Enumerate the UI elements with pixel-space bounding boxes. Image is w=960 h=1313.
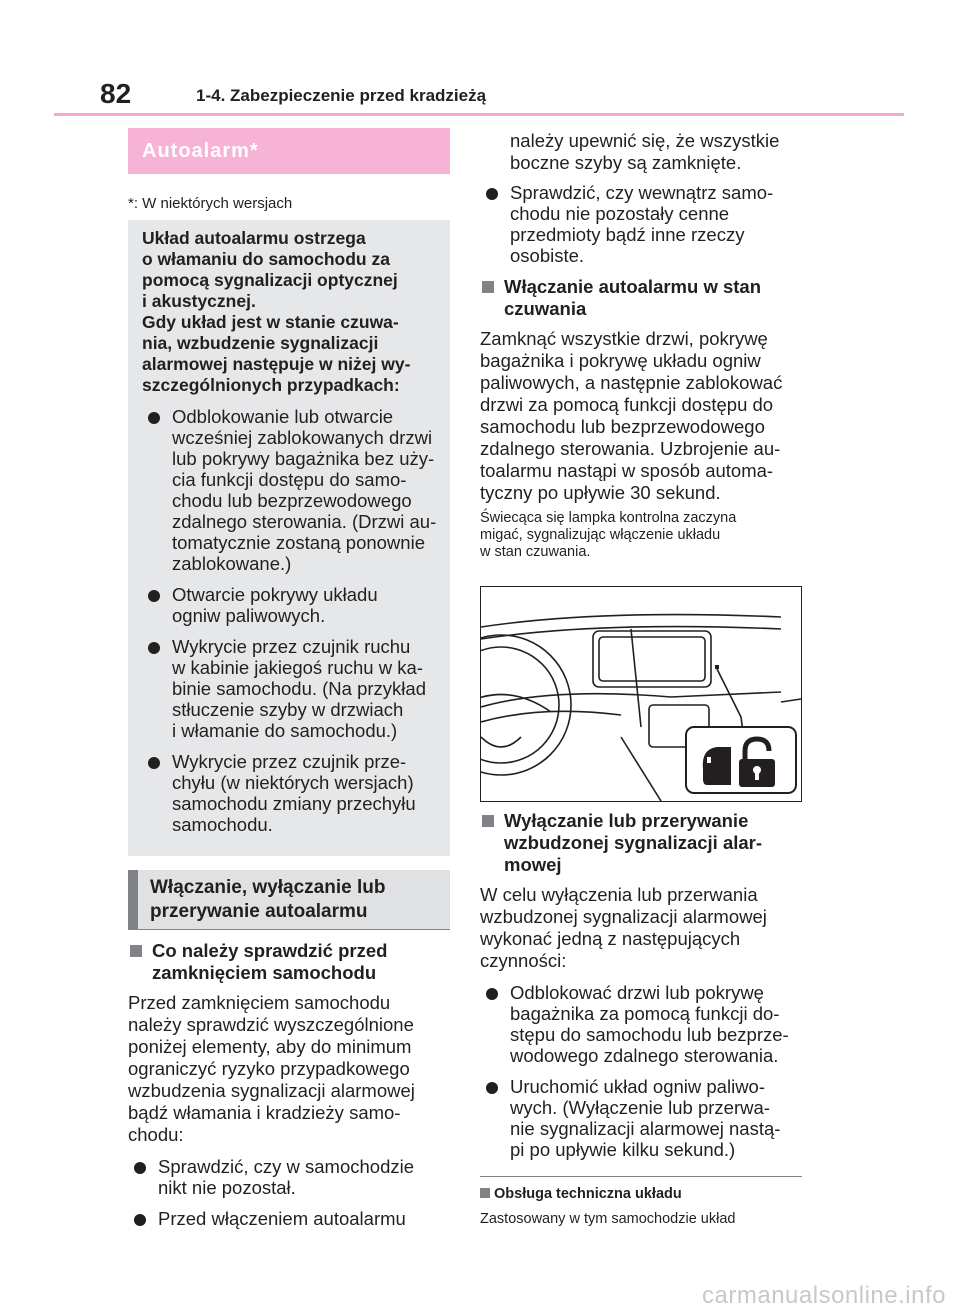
paragraph-check: Przed zamknięciem samochodu należy sprawdzić wyszczególnione poniżej elementy, aby do minimum ograniczyć ryzyko przypadkowego wzbudzenia sygnalizacji alarmowej bądź włamania i kradzieży samo- chodu: <box>128 992 415 1145</box>
list-item: Otwarcie pokrywy układu ogniw paliwowych. <box>142 584 440 626</box>
subheading-check: Co należy sprawdzić przed zamknięciem samochodu <box>128 940 450 984</box>
list-item: Odblokowanie lub otwarcie wcześniej zablokowanych drzwi lub pokrywy bagażnika bez uży- cia funkcji dostępu do samo- chodu lub bezprzewodowego zdalnego sterowania. (Drzwi au- tomatycznie zostaną ponownie zablokowane.) <box>142 406 440 574</box>
footnote: *: W niektórych wersjach <box>128 195 293 212</box>
paragraph-maintenance: Zastosowany w tym samochodzie układ <box>480 1211 736 1227</box>
right-column-lower <box>480 810 802 1170</box>
note-arm: Świecąca się lampka kontrolna zaczyna migać, sygnalizując włączenie układu w stan czuwania. <box>480 510 737 560</box>
divider <box>480 1176 802 1177</box>
list-item: Wykrycie przez czujnik ruchu w kabinie jakiegoś ruchu w ka- binie samochodu. (Na przykład stłuczenie szyby w drzwiach i włamanie do samochodu.) <box>142 636 440 741</box>
subheading-maintenance: Obsługa techniczna układu <box>480 1186 682 1202</box>
section-title: Autoalarm* <box>142 140 259 162</box>
page-number: 82 <box>100 78 132 109</box>
display-screen <box>593 631 711 687</box>
section-heading <box>128 870 450 930</box>
right-column <box>480 130 802 561</box>
watermark: carmanualsonline.info <box>702 1282 946 1309</box>
paragraph-stop: W celu wyłączenia lub przerwania wzbudzonej sygnalizacji alarmowej wykonać jedną z następujących czynności: <box>480 884 767 971</box>
section-heading-text: Włączanie, wyłączanie lub przerywanie autoalarmu <box>150 877 386 922</box>
list-item: Sprawdzić, czy w samochodzie nikt nie pozostał. <box>128 1156 450 1198</box>
subheading-stop: Wyłączanie lub przerywanie wzbudzonej sygnalizacji alar- mowej <box>480 810 802 876</box>
list-item: Wykrycie przez czujnik prze- chyłu (w niektórych wersjach) samochodu zmiany przechyłu samochodu. <box>142 751 440 835</box>
list-item: Sprawdzić, czy wewnątrz samo- chodu nie pozostały cenne przedmioty bądź inne rzeczy osobiste. <box>480 182 802 266</box>
indicator-dot <box>715 665 719 669</box>
list-item: Odblokować drzwi lub pokrywę bagażnika za pomocą funkcji do- stępu do samochodu lub bezprze- wodowego zdalnego sterowania. <box>480 982 802 1066</box>
left-column <box>128 940 450 1239</box>
info-box-lead: Układ autoalarmu ostrzega o włamaniu do samochodu za pomocą sygnalizacji optycznej i akustycznej. Gdy układ jest w stanie czuwa- nia, wzbudzenie sygnalizacji alarmowej następuje w niżej wy- szczególnionych przypadkach: <box>142 228 411 395</box>
list-item-continuation: należy upewnić się, że wszystkie boczne szyby są zamknięte. <box>510 130 780 173</box>
header-rule <box>54 113 904 116</box>
dashboard-illustration <box>480 586 802 802</box>
steering-wheel <box>481 635 571 775</box>
chapter-title: 1-4. Zabezpieczenie przed kradzieżą <box>196 86 487 105</box>
paragraph-arm: Zamknąć wszystkie drzwi, pokrywę bagażnika i pokrywę układu ogniw paliwowych, a następnie zablokować drzwi za pomocą funkcji dostępu do samochodu lub bezprzewodowego zdalnego sterowania. Uzbrojenie au- toalarmu nastąpi w sposób automa- tyczny po upływie 30 sekund. <box>480 328 783 503</box>
dashboard-drawing <box>481 587 801 801</box>
section-title-band <box>128 128 450 174</box>
info-box <box>128 220 450 856</box>
list-item: Uruchomić układ ogniw paliwo- wych. (Wyłączenie lub przerwa- nie sygnalizacji alarmowej nastą- pi po upływie kilku sekund.) <box>480 1076 802 1160</box>
list-item: Przed włączeniem autoalarmu <box>128 1208 450 1229</box>
subheading-arm: Włączanie autoalarmu w stan czuwania <box>480 276 802 320</box>
